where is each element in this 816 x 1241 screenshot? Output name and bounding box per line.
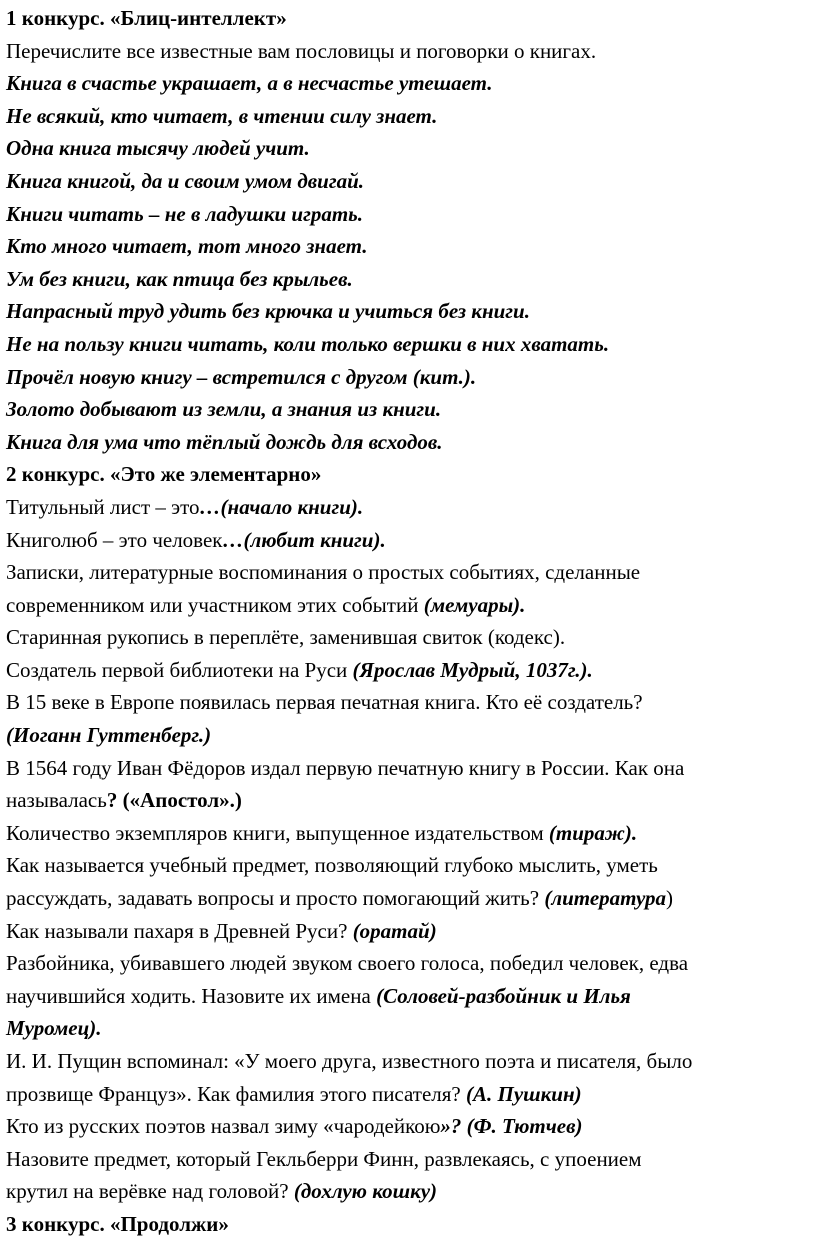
answer-text: (мемуары). [423,592,526,617]
contest-1-task: Перечислите все известные вам пословицы и поговорки о книгах. [6,38,597,63]
question-plowman [6,915,816,948]
answer-gutenberg: (Иоганн Гуттенберг.) [6,723,212,748]
question-printed-book-line-1: В 15 веке в Европе появилась первая печатная книга. Кто её создатель? [6,690,643,715]
question-robber-line-1: Разбойника, убивавшего людей звуком своего голоса, победил человек, едва [6,951,689,976]
proverb: Книги читать – не в ладушки играть. [6,201,364,226]
question-text: прозвище Француз». Как фамилия этого писателя? [6,1081,466,1106]
question-finn-line-2 [6,1175,816,1208]
proverb: Ум без книги, как птица без крыльев. [6,266,353,291]
question-title-page [6,491,816,524]
proverb: Напрасный труд удить без крючка и учиться без книги. [6,299,530,324]
question-fedorov-line-1: В 1564 году Иван Фёдоров издал первую печатную книгу в России. Как она [6,755,685,780]
proverb: Прочёл новую книгу – встретился с другом (кит.). [6,364,477,389]
question-fedorov-line-2 [6,784,816,817]
answer-text: (оратай) [352,918,437,943]
question-subject-line-1: Как называется учебный предмет, позволяющий глубоко мыслить, уметь [6,853,658,878]
question-first-library [6,654,816,687]
question-pushchin-line-2 [6,1078,816,1111]
question-booklover [6,524,816,557]
question-pushchin-line-1: И. И. Пущин вспоминал: «У моего друга, известного поэта и писателя, было [6,1049,693,1073]
question-text: Книголюб – это человек [6,527,223,552]
answer-muromets: Муромец). [6,1016,102,1041]
question-text: Титульный лист – это [6,494,200,519]
answer-text: …(начало книги). [199,494,364,519]
question-text: Количество экземпляров книги, выпущенное издательством [6,820,549,845]
question-text: научившийся ходить. Назовите их имена [6,983,377,1008]
answer-text: …(любит книги). [222,527,386,552]
proverb: Одна книга тысячу людей учит. [6,136,310,161]
proverb: Не всякий, кто читает, в чтении силу знает. [6,103,438,128]
question-text: называлась [6,788,107,813]
question-robber-line-2 [6,980,816,1013]
proverb: Книга в счастье украшает, а в несчастье утешает. [6,71,493,96]
proverb: Кто много читает, тот много знает. [6,234,368,259]
contest-3-heading: 3 конкурс. «Продолжи» [6,1211,229,1236]
answer-text: (Ярослав Мудрый, 1037г.). [352,657,593,682]
question-text: крутил на верёвке над головой? [6,1179,294,1204]
question-finn-line-1: Назовите предмет, который Гекльберри Финн, развлекаясь, с упоением [6,1146,642,1171]
closing-paren: ) [666,886,674,911]
proverb: Золото добывают из земли, а знания из книги. [6,397,442,422]
answer-text: »? (Ф. Тютчев) [440,1114,583,1139]
answer-text: (литература [544,886,667,911]
question-text: рассуждать, задавать вопросы и просто помогающий жить? [6,886,545,911]
question-memoirs-line-1: Записки, литературные воспоминания о простых событиях, сделанные [6,560,641,585]
contest-2-heading: 2 конкурс. «Это же элементарно» [6,462,322,487]
answer-text: (Соловей-разбойник и Илья [376,983,631,1008]
proverb: Не на пользу книги читать, коли только вершки в них хватать. [6,331,610,356]
question-codex: Старинная рукопись в переплёте, заменившая свиток (кодекс). [6,625,566,650]
proverb: Книга для ума что тёплый дождь для всходов. [6,429,443,454]
question-circulation [6,817,816,850]
question-memoirs-line-2 [6,589,816,622]
proverb: Книга книгой, да и своим умом двигай. [6,168,365,193]
question-text: Кто из русских поэтов назвал зиму «чародейкою [6,1114,441,1139]
question-text: Создатель первой библиотеки на Руси [6,657,353,682]
contest-1-heading: 1 конкурс. «Блиц-интеллект» [6,6,287,30]
question-subject-line-2 [6,882,816,915]
answer-text: (дохлую кошку) [293,1179,438,1204]
answer-text: ? («Апостол».) [106,788,242,813]
answer-text: (тираж). [548,820,638,845]
question-text: Как называли пахаря в Древней Руси? [6,918,353,943]
answer-text: (А. Пушкин) [466,1081,582,1106]
question-winter-poet [6,1110,816,1143]
question-text: современником или участником этих событий [6,592,424,617]
